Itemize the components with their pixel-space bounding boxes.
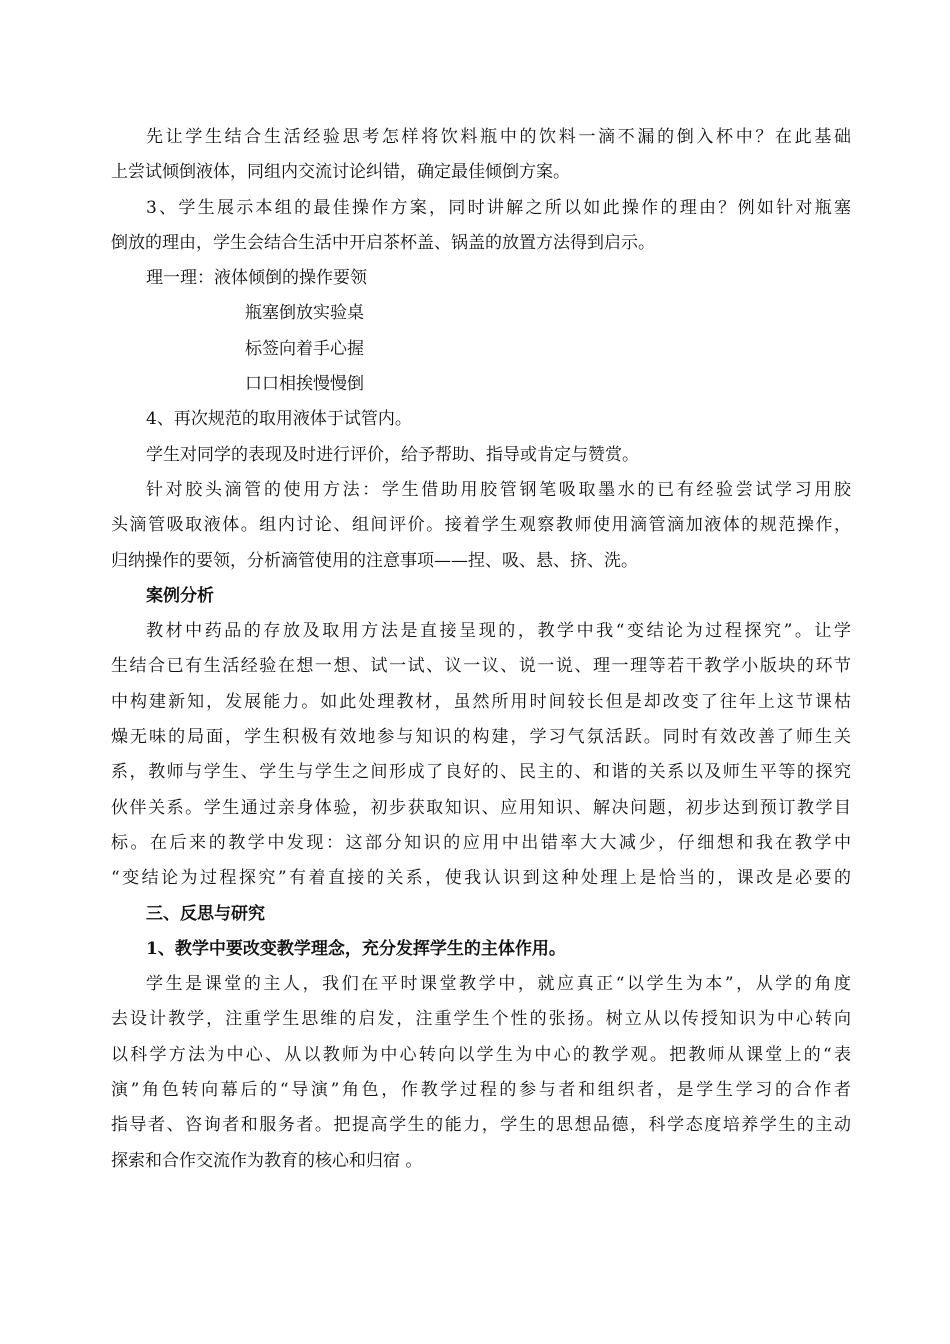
paragraph-line: 学生对同学的表现及时进行评价，给予帮助、指导或肯定与赞赏。 (146, 444, 639, 465)
paragraph-line: 指导者、咨询者和服务者。把提高学生的能力，学生的思想品德，科学态度培养学生的主动 (111, 1115, 851, 1136)
paragraph-line: 学生是课堂的主人，我们在平时课堂教学中，就应真正“以学生为本”，从学的角度 (146, 974, 851, 995)
paragraph-line: 以科学方法为中心、从以教师为中心转向以学生为中心的教学观。把教师从课堂上的“表 (111, 1044, 851, 1065)
paragraph-line: 演”角色转向幕后的“导演”角色，作教学过程的参与者和组织者，是学生学习的合作者 (111, 1080, 851, 1101)
section-heading: 三、反思与研究 (146, 903, 265, 924)
paragraph-line: 标。在后来的教学中发现：这部分知识的应用中出错率大大减少，仔细想和我在教学中 (111, 832, 851, 853)
paragraph-line: 瓶塞倒放实验桌 (245, 303, 364, 324)
section-heading: 案例分析 (146, 585, 214, 606)
paragraph-line: 教材中药品的存放及取用方法是直接呈现的，教学中我“变结论为过程探究”。让学 (146, 621, 851, 642)
paragraph-line: 去设计教学，注重学生思维的启发，注重学生个性的张扬。树立从以传授知识为中心转向 (111, 1009, 851, 1030)
paragraph-line: 3、学生展示本组的最佳操作方案，同时讲解之所以如此操作的理由？例如针对瓶塞 (146, 197, 851, 218)
paragraph-line: 理一理：液体倾倒的操作要领 (146, 268, 367, 289)
section-heading: 1、教学中要改变教学理念，充分发挥学生的主体作用。 (146, 938, 566, 959)
paragraph-line: 倒放的理由，学生会结合生活中开启茶杯盖、锅盖的放置方法得到启示。 (111, 232, 655, 253)
paragraph-line: 4、再次规范的取用液体于试管内。 (146, 409, 412, 430)
document-page (111, 120, 851, 1179)
paragraph-line: 探索和合作交流作为教育的核心和归宿 。 (111, 1150, 423, 1171)
paragraph-line: 系，教师与学生、学生与学生之间形成了良好的、民主的、和谐的关系以及师生平等的探究 (111, 762, 851, 783)
paragraph-line: 口口相挨慢慢倒 (245, 374, 364, 395)
paragraph-line: 中构建新知，发展能力。如此处理教材，虽然所用时间较长但是却改变了往年上这节课枯 (111, 691, 851, 712)
paragraph-line: 标签向着手心握 (245, 338, 364, 359)
paragraph-line: 伙伴关系。学生通过亲身体验，初步获取知识、应用知识、解决问题，初步达到预订教学目 (111, 797, 851, 818)
paragraph-line: 生结合已有生活经验在想一想、试一试、议一议、说一说、理一理等若干教学小版块的环节 (111, 656, 851, 677)
paragraph-line: 归纳操作的要领，分析滴管使用的注意事项——捏、吸、悬、挤、洗。 (111, 550, 638, 571)
paragraph-line: 先让学生结合生活经验思考怎样将饮料瓶中的饮料一滴不漏的倒入杯中？在此基础 (146, 127, 851, 147)
paragraph-line: 头滴管吸取液体。组内讨论、组间评价。接着学生观察教师使用滴管滴加液体的规范操作， (111, 515, 851, 536)
paragraph-line: 针对胶头滴管的使用方法：学生借助用胶管钢笔吸取墨水的已有经验尝试学习用胶 (146, 479, 851, 500)
paragraph-line: “变结论为过程探究”有着直接的关系，使我认识到这种处理上是恰当的，课改是必要的 (111, 868, 851, 889)
paragraph-line: 燥无味的局面，学生积极有效地参与知识的构建，学习气氛活跃。同时有效改善了师生关 (111, 727, 851, 748)
paragraph-line: 上尝试倾倒液体，同组内交流讨论纠错，确定最佳倾倒方案。 (111, 162, 570, 183)
